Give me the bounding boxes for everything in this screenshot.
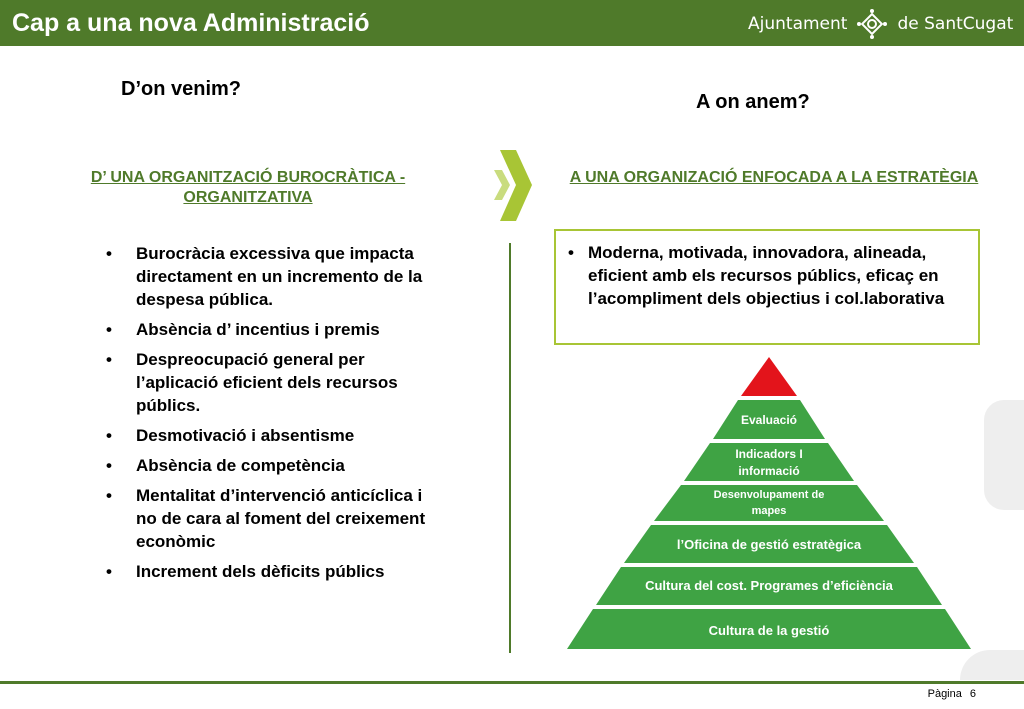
pyramid-label: Evaluació: [740, 413, 798, 427]
list-item: • Absència de competència: [104, 454, 434, 477]
logo-text-left: Ajuntament: [748, 14, 848, 34]
header-bar: [0, 0, 1024, 46]
pyramid-top: [741, 357, 797, 396]
pyramid-label: Cultura del cost. Programes d’eficiència: [645, 578, 893, 593]
list-item: • Despreocupació general per l’aplicació eficient dels recursos públics.: [104, 348, 434, 417]
ajuntament-logo: [748, 10, 1013, 38]
left-bullet-list: [104, 242, 434, 590]
logo-text-right: de SantCugat: [897, 14, 1014, 34]
page-title: Cap a una nova Administració: [12, 9, 370, 37]
strategy-pyramid: [555, 355, 995, 655]
left-subtitle: D’ UNA ORGANITZACIÓ BUROCRÀTICA - ORGANITZATIVA: [90, 169, 406, 206]
goal-text: • Moderna, motivada, innovadora, alineada, eficient amb els recursos públics, eficaç en l’acompliment dels objectius i col.laborativa: [566, 241, 988, 310]
shield-emblem-icon: [857, 9, 887, 39]
right-heading: A on anem?: [696, 91, 810, 113]
page-label: Pàgina: [927, 688, 962, 700]
page-footer: [928, 688, 976, 700]
pyramid-label: informació: [738, 464, 800, 478]
list-item: • Mentalitat d’intervenció anticíclica i no de cara al foment del creixement econòmic: [104, 484, 434, 553]
list-item: • Absència d’ incentius i premis: [104, 318, 434, 341]
left-heading: D’on venim?: [121, 78, 242, 100]
transition-arrow-icon: [488, 148, 538, 223]
pyramid-label: mapes: [751, 505, 787, 517]
right-subtitle: A UNA ORGANIZACIÓ ENFOCADA A LA ESTRATÈGIA: [569, 169, 979, 186]
divider-line: [509, 243, 511, 653]
footer-line: [0, 681, 1024, 684]
page-number: 6: [969, 688, 976, 700]
pyramid-label: l’Oficina de gestió estratègica: [676, 537, 862, 552]
list-item: • Burocràcia excessiva que impacta directament en un incremento de la despesa pública.: [104, 242, 434, 311]
pyramid-label: Desenvolupament de: [713, 489, 825, 501]
pyramid-label: Cultura de la gestió: [708, 623, 830, 638]
list-item: • Increment dels dèficits públics: [104, 560, 434, 583]
pyramid-label: Indicadors I: [735, 447, 803, 461]
list-item: • Desmotivació i absentisme: [104, 424, 434, 447]
goal-box: [554, 229, 980, 345]
